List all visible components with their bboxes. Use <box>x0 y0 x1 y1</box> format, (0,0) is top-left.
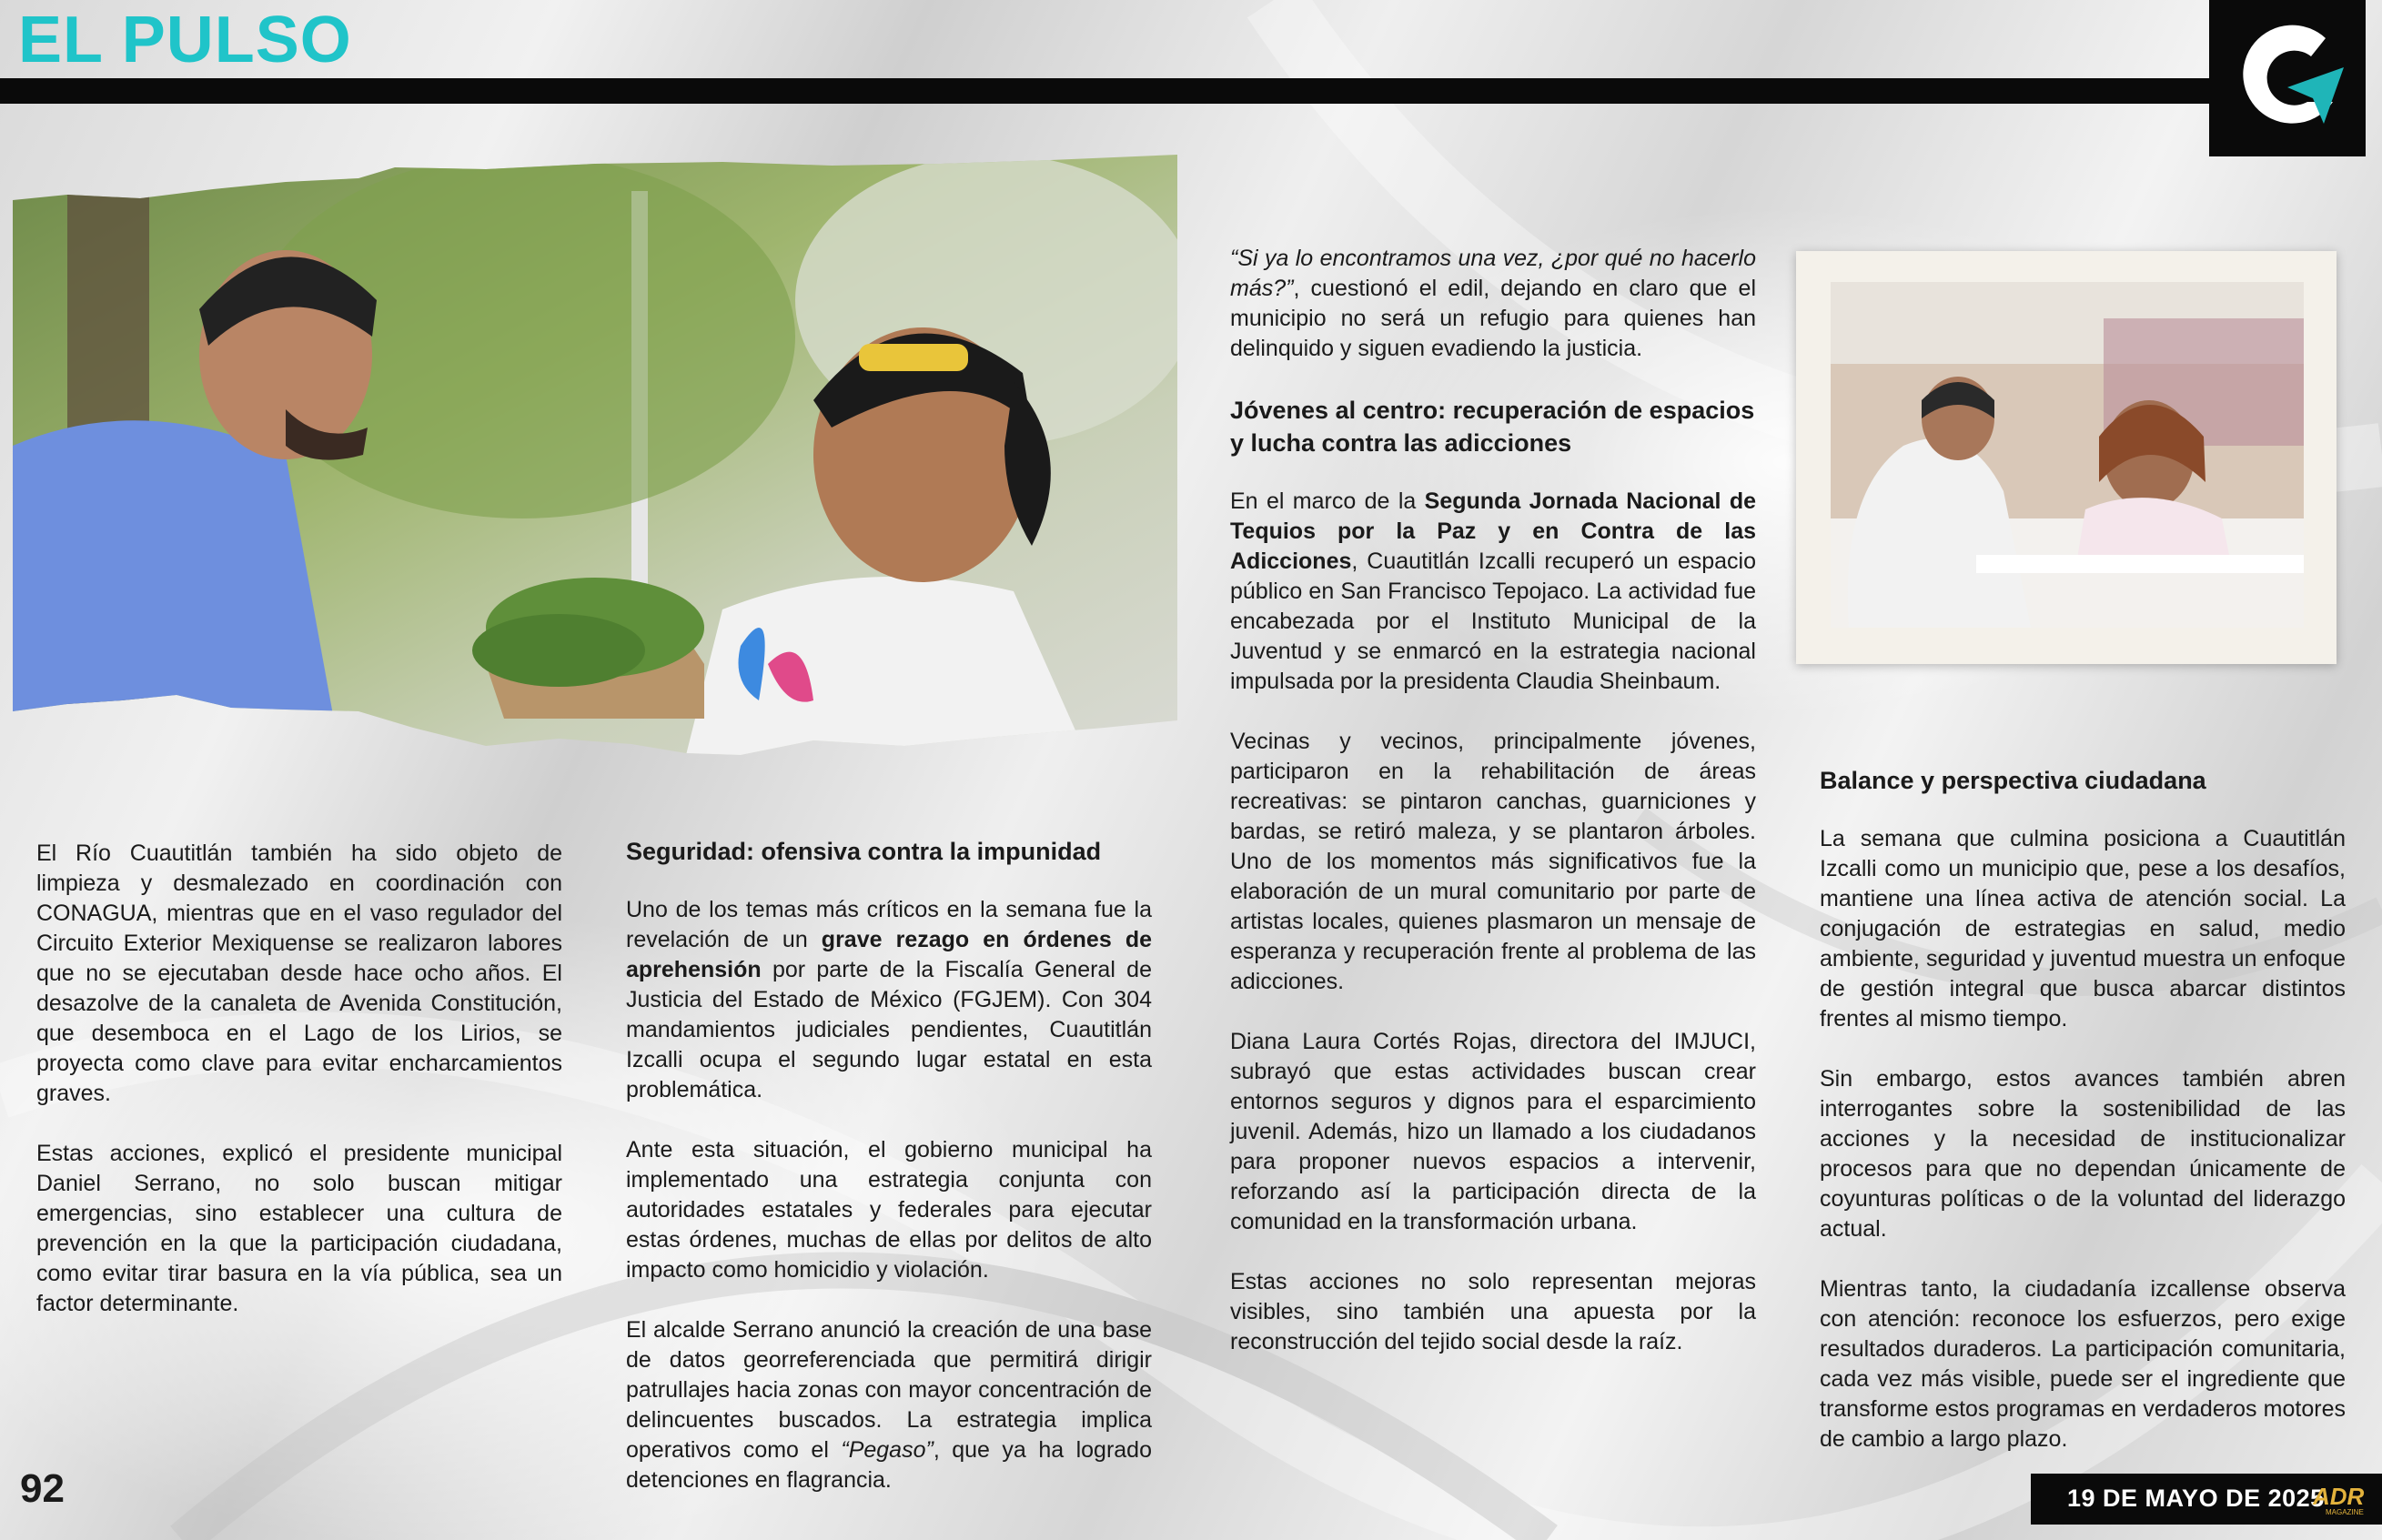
paragraph: El alcalde Serrano anunció la creación de una base de datos georreferenciada que permitirá dirigir patrullajes hacia zonas con mayor concentración de delincuentes buscados. La estrategia implica operativos como el “Pegaso”, que ya ha logrado detenciones en flagrancia. <box>626 1317 1152 1493</box>
paragraph: Ante esta situación, el gobierno municipal ha implementado una estrategia conjunta con autoridades estatales y federales para ejecutar estas órdenes, muchas de ellas por delitos de alto impacto como homicidio y violación. <box>626 1137 1152 1283</box>
paragraph: El Río Cuautitlán también ha sido objeto de limpieza y desmalezado en coordinación con CONAGUA, mientras que en el vaso regulador del Circuito Exterior Mexiquense se realizaron labores que no se ejecutaban desde hace ocho años. El desazolve de la canaleta de Avenida Constitución, que desemboca en el Lago de los Lirios, se proyecta como clave para evitar encharcamientos graves. <box>36 840 562 1106</box>
quote: “Si ya lo encontramos una vez, ¿por qué no hacerlo más?” <box>1230 246 1756 301</box>
paragraph: Mientras tanto, la ciudadanía izcallense observa con atención: reconoce los esfuerzos, pero exige resultados duraderos. La participación comunitaria, cada vez más visible, puede ser el ingrediente que transforme estos programas en verdaderos motores de cambio a largo plazo. <box>1820 1276 2346 1452</box>
paragraph: En el marco de la Segunda Jornada Nacional de Tequios por la Paz y en Contra de las Adicciones, Cuautitlán Izcalli recuperó un espacio público en San Francisco Tepojaco. La actividad fue encabezada por el Instituto Municipal de la Juventud y se enmarcó en la estrategia nacional impulsada por la presidenta Claudia Sheinbaum. <box>1230 488 1757 694</box>
column-2 <box>626 835 1152 1525</box>
brand-text: ADR <box>2313 1483 2365 1510</box>
italic-phrase: “Pegaso” <box>841 1437 934 1463</box>
header-rule <box>0 78 2220 104</box>
section-heading: Jóvenes al centro: recuperación de espacios y lucha contra las adicciones <box>1230 397 1755 457</box>
side-photo <box>1831 282 2304 628</box>
brand-sub-text: MAGAZINE <box>2326 1508 2364 1516</box>
issue-date: 19 DE MAYO DE 2025 <box>2067 1485 2325 1512</box>
section-title: EL PULSO <box>18 4 352 76</box>
paragraph: Estas acciones, explicó el presidente municipal Daniel Serrano, no solo buscan mitigar emergencias, sino establecer una cultura de prevención en la que la participación ciudadana, como evitar tirar basura en la vía pública, sea un factor determinante. <box>36 1141 562 1316</box>
adr-magazine-logo <box>2311 1481 2375 1519</box>
paragraph: La semana que culmina posiciona a Cuautitlán Izcalli como un municipio que, pese a los desafíos, mantiene una línea activa de atención social. La conjugación de estrategias en salud, medio ambiente, seguridad y juventud muestra un enfoque de gestión integral que busca abarcar distintos frentes al mismo tiempo. <box>1820 826 2346 1032</box>
paragraph: Diana Laura Cortés Rojas, directora del IMJUCI, subrayó que estas actividades buscan crear entornos seguros y dignos para el esparcimiento juvenil. Además, hizo un llamado a los ciudadanos para proponer nuevos espacios a intervenir, reforzando así la participación directa de la comunidad en la transformación urbana. <box>1230 1029 1756 1234</box>
paragraph: Uno de los temas más críticos en la semana fue la revelación de un grave rezago en órdenes de aprehensión por parte de la Fiscalía General de Justicia del Estado de México (FGJEM). Con 304 mandamientos judiciales pendientes, Cuautitlán Izcalli ocupa el segundo lugar estatal en esta problemática. <box>626 897 1152 1102</box>
main-photo <box>13 155 1177 755</box>
page-number: 92 <box>20 1466 65 1511</box>
section-heading: Balance y perspectiva ciudadana <box>1820 767 2206 794</box>
g-arrow-logo-icon <box>2209 0 2366 156</box>
column-3 <box>1230 244 1756 1387</box>
paragraph: Sin embargo, estos avances también abren interrogantes sobre la sostenibilidad de las acciones y la necesidad de institucionalizar procesos para que no dependan únicamente de coyunturas políticas o de la voluntad del liderazgo actual. <box>1820 1066 2346 1242</box>
paragraph: “Si ya lo encontramos una vez, ¿por qué no hacerlo más?”, cuestionó el edil, dejando en claro que el municipio no será un refugio para quienes han delinquido y siguen evadiendo la justicia. <box>1230 246 1756 361</box>
column-1 <box>36 839 562 1349</box>
side-photo-frame <box>1796 251 2337 664</box>
bold-phrase: Segunda Jornada Nacional de Tequios por la Paz y en Contra de las Adicciones <box>1230 488 1757 574</box>
paragraph: Estas acciones no solo representan mejoras visibles, sino también una apuesta por la reconstrucción del tejido social desde la raíz. <box>1230 1269 1756 1354</box>
section-heading: Seguridad: ofensiva contra la impunidad <box>626 838 1102 865</box>
magazine-logo <box>2209 0 2366 156</box>
date-bar <box>2031 1474 2382 1525</box>
bold-phrase: grave rezago en órdenes de aprehensión <box>626 927 1152 982</box>
paragraph: Vecinas y vecinos, principalmente jóvenes, participaron en la rehabilitación de áreas recreativas: se pintaron canchas, guarniciones y bardas, se retiró maleza, y se plantaron árboles. Uno de los momentos más significativos fue la elaboración de un mural comunitario por parte de artistas locales, quienes plasmaron un mensaje de esperanza y recuperación frente al problema de las adicciones. <box>1230 729 1756 994</box>
column-4 <box>1820 764 2346 1485</box>
